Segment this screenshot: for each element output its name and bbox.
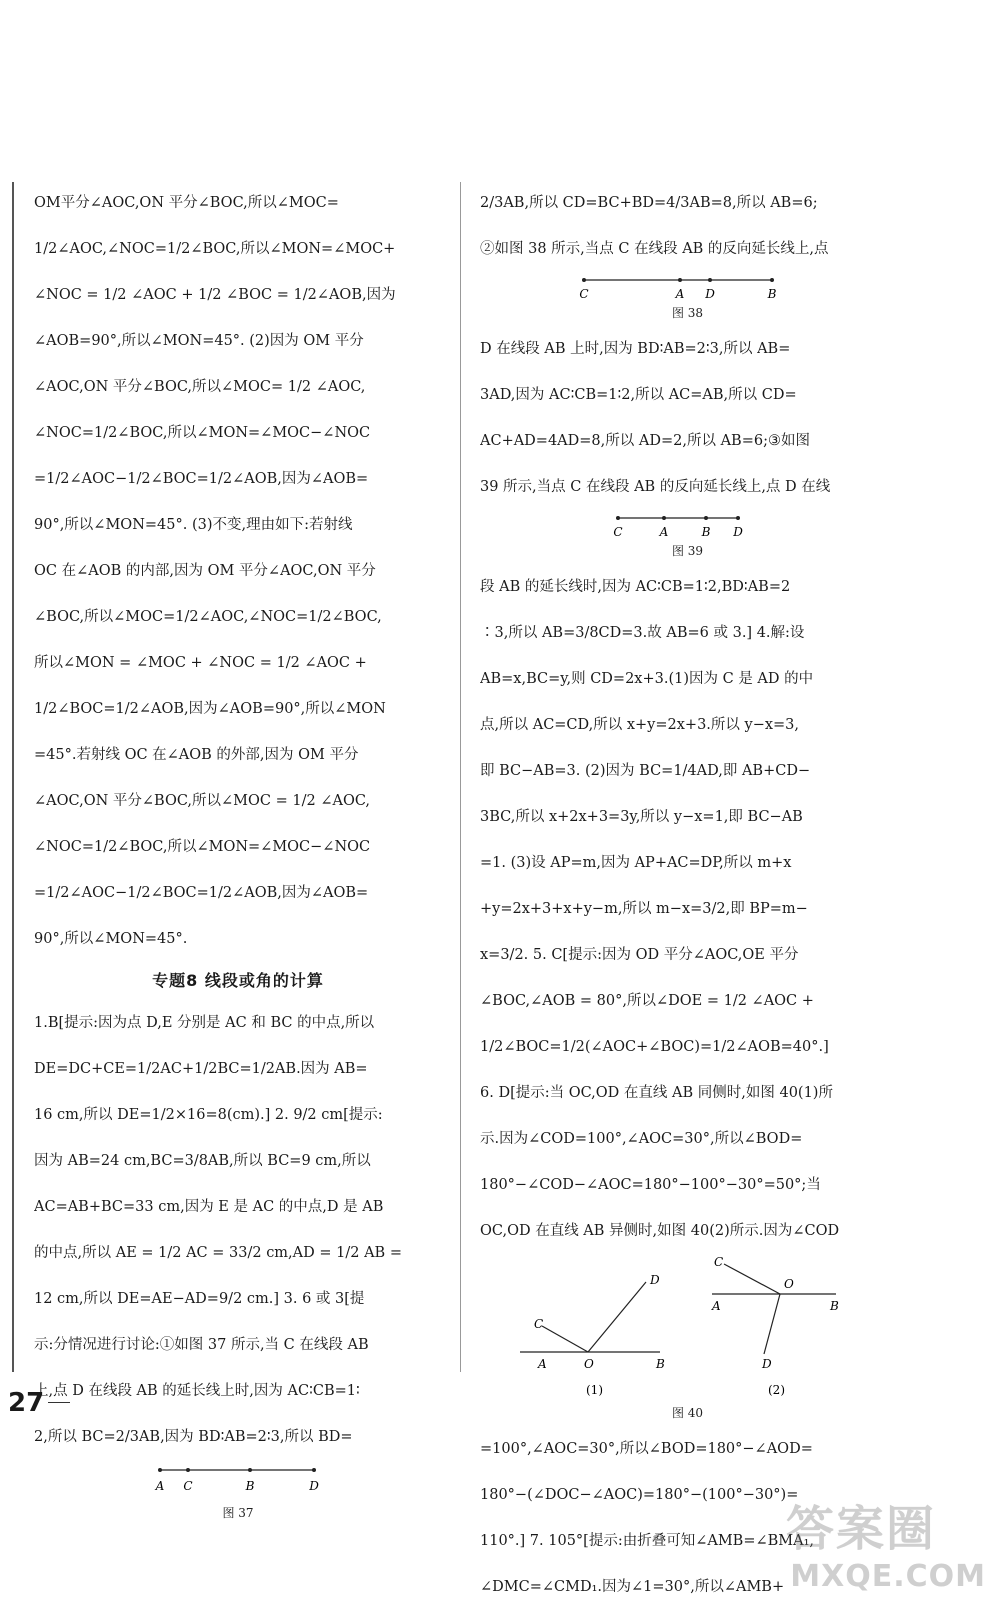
point-label: D <box>762 1357 772 1371</box>
text-line: ∠NOC = 1/2 ∠AOC + 1/2 ∠BOC = 1/2∠AOB,因为 <box>34 287 396 303</box>
figure-caption: 图 39 <box>671 544 704 558</box>
point-label: C <box>579 287 589 301</box>
right-column <box>480 180 895 1610</box>
point-dot <box>186 1468 190 1472</box>
text-line: ∠NOC=1/2∠BOC,所以∠MON=∠MOC−∠NOC <box>34 425 371 441</box>
point-dot <box>736 516 740 520</box>
text-line: 1.B[提示:因为点 D,E 分别是 AC 和 BC 的中点,所以 <box>34 1015 375 1031</box>
text-line: 即 BC−AB=3. (2)因为 BC=1/4AD,即 AB+CD− <box>480 763 811 779</box>
point-dot <box>678 278 682 282</box>
figure-39 <box>480 510 895 564</box>
text-line: ∠NOC=1/2∠BOC,所以∠MON=∠MOC−∠NOC <box>34 839 371 855</box>
point-label: B <box>656 1357 665 1371</box>
figure-40-sub2 <box>711 1255 839 1397</box>
figure-40-sub1 <box>520 1273 665 1397</box>
left-margin-rule <box>12 182 14 1372</box>
point-dot <box>708 278 712 282</box>
text-line: 90°,所以∠MON=45°. <box>34 931 188 947</box>
text-line: =1. (3)设 AP=m,因为 AP+AC=DP,所以 m+x <box>480 855 792 871</box>
text-line: 的中点,所以 AE = 1/2 AC = 33/2 cm,AD = 1/2 AB = <box>34 1245 402 1261</box>
column-divider <box>460 182 461 1372</box>
text-line: AC+AD=4AD=8,所以 AD=2,所以 AB=6;③如图 <box>480 433 810 449</box>
point-label: C <box>534 1317 544 1331</box>
watermark-logo <box>786 1490 986 1594</box>
text-line: OM平分∠AOC,ON 平分∠BOC,所以∠MOC= <box>34 195 339 211</box>
point-label: A <box>155 1479 165 1493</box>
text-line: ②如图 38 所示,当点 C 在线段 AB 的反向延长线上,点 <box>480 241 829 257</box>
text-line: OC 在∠AOB 的内部,因为 OM 平分∠AOC,ON 平分 <box>34 563 376 579</box>
point-dot <box>248 1468 252 1472</box>
point-label: B <box>830 1299 839 1313</box>
text-line: 段 AB 的延长线时,因为 AC∶CB=1∶2,BD∶AB=2 <box>480 579 791 595</box>
figure-caption: 图 38 <box>671 306 704 320</box>
text-line: 3BC,所以 x+2x+3=3y,所以 y−x=1,即 BC−AB <box>480 809 803 825</box>
text-line: ∠AOB=90°,所以∠MON=45°. (2)因为 OM 平分 <box>34 333 364 349</box>
text-line: 180°−(∠DOC−∠AOC)=180°−(100°−30°)= <box>480 1487 799 1503</box>
point-label: D <box>650 1273 660 1287</box>
point-dot <box>616 516 620 520</box>
text-line: 2,所以 BC=2/3AB,因为 BD∶AB=2∶3,所以 BD= <box>34 1429 353 1445</box>
text-line: ∠AOC,ON 平分∠BOC,所以∠MOC = 1/2 ∠AOC, <box>34 793 371 809</box>
figure-caption: 图 37 <box>222 1506 254 1520</box>
point-label: C <box>613 525 623 539</box>
point-label: A <box>659 525 669 539</box>
figure-38-diagram <box>480 272 895 304</box>
point-label: O <box>584 1357 594 1371</box>
text-line: ∠BOC,所以∠MOC=1/2∠AOC,∠NOC=1/2∠BOC, <box>34 609 382 625</box>
figure-39-diagram <box>480 510 895 542</box>
text-line: 180°−∠COD−∠AOC=180°−100°−30°=50°;当 <box>480 1177 821 1193</box>
text-line: 2/3AB,所以 CD=BC+BD=4/3AB=8,所以 AB=6; <box>480 195 818 211</box>
text-line: OC,OD 在直线 AB 异侧时,如图 40(2)所示.因为∠COD <box>480 1223 840 1239</box>
point-label: O <box>784 1277 794 1291</box>
point-label: B <box>767 287 777 301</box>
point-dot <box>312 1468 316 1472</box>
ray-od <box>588 1282 646 1352</box>
text-line: =100°,∠AOC=30°,所以∠BOD=180°−∠AOD= <box>480 1441 813 1457</box>
watermark-title: 答案圈 <box>786 1501 937 1557</box>
ray-oc <box>542 1326 588 1352</box>
text-line: +y=2x+3+x+y−m,所以 m−x=3/2,即 BP=m− <box>480 901 808 917</box>
text-line: 示:分情况进行讨论:①如图 37 所示,当 C 在线段 AB <box>34 1337 369 1353</box>
text-line: =1/2∠AOC−1/2∠BOC=1/2∠AOB,因为∠AOB= <box>34 885 369 901</box>
point-label: B <box>245 1479 255 1493</box>
point-dot <box>770 278 774 282</box>
text-line: ∠DMC=∠CMD₁.因为∠1=30°,所以∠AMB+ <box>480 1579 785 1595</box>
watermark-site: MXQE.COM <box>790 1559 986 1594</box>
point-dot <box>662 516 666 520</box>
text-line: 6. D[提示:当 OC,OD 在直线 AB 同侧时,如图 40(1)所 <box>480 1085 833 1101</box>
text-line: ∶3,所以 AB=3/8CD=3.故 AB=6 或 3.] 4.解:设 <box>480 625 805 641</box>
point-dot <box>704 516 708 520</box>
left-column <box>34 180 442 1521</box>
text-line: 39 所示,当点 C 在线段 AB 的反向延长线上,点 D 在线 <box>480 479 831 495</box>
subfigure-caption: (1) <box>586 1383 603 1397</box>
figure-37-diagram <box>34 1460 442 1504</box>
figure-caption: 图 40 <box>671 1406 704 1420</box>
text-line: 90°,所以∠MON=45°. (3)不变,理由如下:若射线 <box>34 517 353 533</box>
figure-40 <box>480 1254 895 1426</box>
text-line: 1/2∠AOC,∠NOC=1/2∠BOC,所以∠MON=∠MOC+ <box>34 241 396 257</box>
page-number-rule <box>48 1402 70 1403</box>
point-label: D <box>705 287 715 301</box>
text-line: 110°.] 7. 105°[提示:由折叠可知∠AMB=∠BMA₁, <box>480 1533 815 1549</box>
text-line: 16 cm,所以 DE=1/2×16=8(cm).] 2. 9/2 cm[提示: <box>34 1107 383 1123</box>
text-line: 所以∠MON = ∠MOC + ∠NOC = 1/2 ∠AOC + <box>34 655 367 671</box>
section-title: 专题8 线段或角的计算 <box>152 971 324 990</box>
point-label: A <box>538 1357 547 1371</box>
point-dot <box>582 278 586 282</box>
text-line: D 在线段 AB 上时,因为 BD∶AB=2∶3,所以 AB= <box>480 341 791 357</box>
text-line: x=3/2. 5. C[提示:因为 OD 平分∠AOC,OE 平分 <box>480 947 799 963</box>
text-line: AC=AB+BC=33 cm,因为 E 是 AC 的中点,D 是 AB <box>34 1199 384 1215</box>
point-dot <box>158 1468 162 1472</box>
text-line: =1/2∠AOC−1/2∠BOC=1/2∠AOB,因为∠AOB= <box>34 471 369 487</box>
point-label: A <box>712 1299 721 1313</box>
text-line: 1/2∠BOC=1/2(∠AOC+∠BOC)=1/2∠AOB=40°.] <box>480 1039 829 1055</box>
ray-oc <box>724 1264 780 1294</box>
point-label: A <box>675 287 685 301</box>
text-line: 1/2∠BOC=1/2∠AOB,因为∠AOB=90°,所以∠MON <box>34 701 386 717</box>
point-label: C <box>183 1479 193 1493</box>
text-line: DE=DC+CE=1/2AC+1/2BC=1/2AB.因为 AB= <box>34 1061 368 1077</box>
point-label: D <box>733 525 743 539</box>
text-line: 上,点 D 在线段 AB 的延长线上时,因为 AC∶CB=1∶ <box>34 1383 360 1399</box>
text-line: =45°.若射线 OC 在∠AOB 的外部,因为 OM 平分 <box>34 747 359 763</box>
figure-37 <box>34 1460 442 1521</box>
subfigure-caption: (2) <box>768 1383 785 1397</box>
text-line: 因为 AB=24 cm,BC=3/8AB,所以 BC=9 cm,所以 <box>34 1153 371 1169</box>
figure-38 <box>480 272 895 326</box>
ray-od <box>764 1294 780 1354</box>
text-line: 3AD,因为 AC∶CB=1∶2,所以 AC=AB,所以 CD= <box>480 387 797 403</box>
point-label: B <box>701 525 711 539</box>
page-number: 27 <box>8 1388 45 1418</box>
text-line: 点,所以 AC=CD,所以 x+y=2x+3.所以 y−x=3, <box>480 717 800 733</box>
figure-40-diagram <box>480 1254 895 1404</box>
text-line: ∠BOC,∠AOB = 80°,所以∠DOE = 1/2 ∠AOC + <box>480 993 814 1009</box>
point-label: D <box>309 1479 319 1493</box>
point-label: C <box>714 1255 724 1269</box>
text-line: ∠AOC,ON 平分∠BOC,所以∠MOC= 1/2 ∠AOC, <box>34 379 366 395</box>
text-line: 示.因为∠COD=100°,∠AOC=30°,所以∠BOD= <box>480 1131 803 1147</box>
text-line: 12 cm,所以 DE=AE−AD=9/2 cm.] 3. 6 或 3[提 <box>34 1291 365 1307</box>
text-line: AB=x,BC=y,则 CD=2x+3.(1)因为 C 是 AD 的中 <box>480 671 814 687</box>
